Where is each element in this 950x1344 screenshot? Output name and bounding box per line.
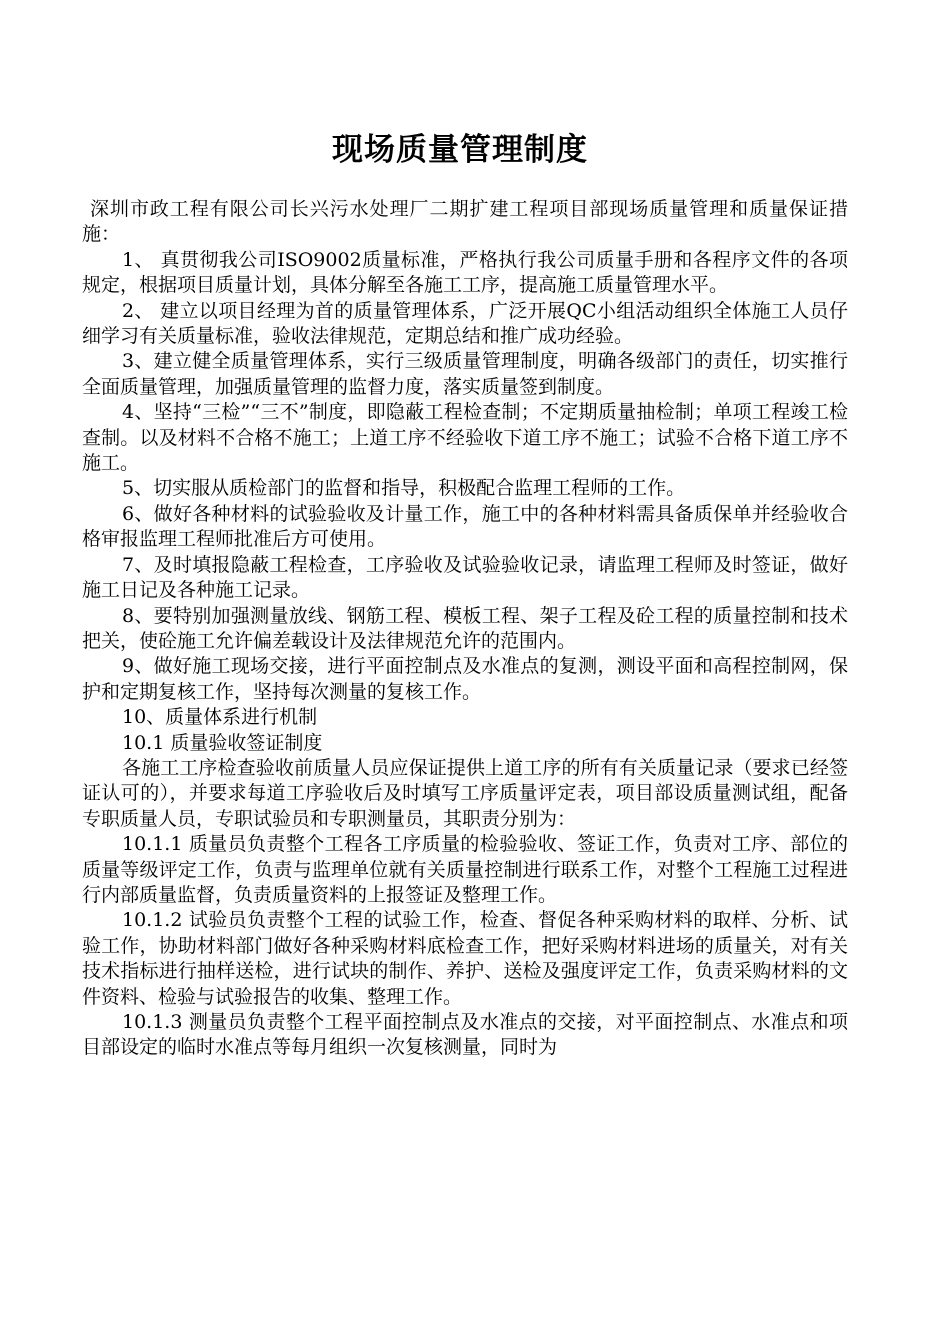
- document-title: 现场质量管理制度: [332, 132, 588, 168]
- paragraph: 10.1.1 质量员负责整个工程各工序质量的检验验收、签证工作，负责对工序、部位的质量等级评定工作，负责与监理单位就有关质量控制进行联系工作，对整个工程施工过程进行内部质量监督，负责质量资料的上报签证及整理工作。: [82, 833, 848, 906]
- paragraph: 10.1.2 试验员负责整个工程的试验工作，检查、督促各种采购材料的取样、分析、试验工作，协助材料部门做好各种采购材料底检查工作，把好采购材料进场的质量关，对有关技术指标进行抽样送检，进行试块的制作、养护、送检及强度评定工作，负责采购材料的文件资料、检验与试验报告的收集、整理工作。: [82, 909, 848, 1008]
- paragraph: 5、切实服从质检部门的监督和指导，积极配合监理工程师的工作。: [122, 477, 686, 500]
- paragraph: 10.1 质量验收签证制度: [122, 731, 323, 754]
- paragraph: 深圳市政工程有限公司长兴污水处理厂二期扩建工程项目部现场质量管理和质量保证措施：: [82, 198, 848, 246]
- paragraph: 10.1.3 测量员负责整个工程平面控制点及水准点的交接，对平面控制点、水准点和项目部设定的临时水准点等每月组织一次复核测量，同时为: [82, 1011, 848, 1059]
- paragraph: 各施工工序检查验收前质量人员应保证提供上道工序的所有有关质量记录（要求已经签证认可的），并要求每道工序验收后及时填写工序质量评定表，项目部设质量测试组，配备专职质量人员，专职试验员和专职测量员，其职责分别为：: [82, 756, 848, 830]
- paragraph: 1、 真贯彻我公司ISO9002质量标准，严格执行我公司质量手册和各程序文件的各项规定，根据项目质量计划，具体分解至各施工工序，提高施工质量管理水平。: [82, 248, 848, 297]
- paragraph: 2、 建立以项目经理为首的质量管理体系，广泛开展QC小组活动组织全体施工人员仔细学习有关质量标准，验收法律规范，定期总结和推广成功经验。: [82, 299, 848, 348]
- paragraph: 7、及时填报隐蔽工程检查，工序验收及试验验收记录，请监理工程师及时签证，做好施工日记及各种施工记录。: [82, 553, 848, 602]
- paragraph: 8、要特别加强测量放线、钢筋工程、模板工程、架子工程及砼工程的质量控制和技术把关，使砼施工允许偏差载设计及法律规范允许的范围内。: [82, 604, 848, 652]
- paragraph: 3、建立健全质量管理体系，实行三级质量管理制度，明确各级部门的责任，切实推行全面质量管理，加强质量管理的监督力度，落实质量签到制度。: [82, 350, 848, 398]
- paragraph: 6、做好各种材料的试验验收及计量工作，施工中的各种材料需具备质保单并经验收合格审报监理工程师批准后方可使用。: [82, 502, 848, 551]
- paragraph: 9、做好施工现场交接，进行平面控制点及水准点的复测，测设平面和高程控制网，保护和定期复核工作，坚持每次测量的复核工作。: [82, 655, 848, 703]
- paragraph: 10、质量体系进行机制: [122, 706, 318, 729]
- paragraph: 4、坚持“三检”“三不”制度，即隐蔽工程检查制；不定期质量抽检制；单项工程竣工检查制。以及材料不合格不施工；上道工序不经验收下道工序不施工；试验不合格下道工序不施工。: [82, 401, 848, 475]
- document-body: [82, 197, 848, 1061]
